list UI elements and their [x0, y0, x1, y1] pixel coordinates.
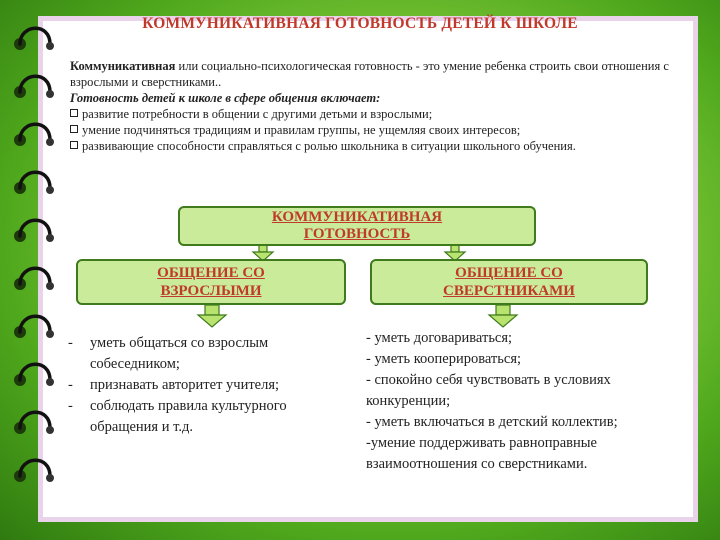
- list-item: умение подчиняться традициям и правилам группы, не ущемляя своих интересов;: [70, 122, 692, 138]
- peers-skills-list: [366, 328, 688, 475]
- includes-heading: Готовность детей к школе в сфере общения включает:: [70, 91, 381, 105]
- list-item: -умение поддерживать равноправные взаимоотношения со сверстниками.: [366, 435, 597, 472]
- list-item: - уметь включаться в детский коллектив;: [366, 414, 618, 430]
- list-item: - признавать авторитет учителя;: [68, 377, 280, 393]
- down-arrow-icon: [489, 305, 517, 327]
- list-item: - уметь общаться со взрослым собеседником;: [68, 335, 269, 372]
- main-concept-box: КОММУНИКАТИВНАЯ ГОТОВНОСТЬ: [178, 206, 536, 246]
- slide-title: КОММУНИКАТИВНАЯ ГОТОВНОСТЬ ДЕТЕЙ К ШКОЛЕ: [142, 15, 578, 32]
- list-item: развивающие способности справляться с ролью школьника в ситуации школьного обучения.: [70, 138, 692, 154]
- peers-box: ОБЩЕНИЕ СО СВЕРСТНИКАМИ: [370, 259, 648, 305]
- down-arrow-icon: [198, 305, 226, 327]
- list-item: - спокойно себя чувствовать в условиях конкуренции;: [366, 372, 611, 409]
- definition-term: Коммуникативная: [70, 59, 176, 73]
- definition-rest: или социально-психологическая готовность - это умение ребенка строить свои отношения с взрослыми и сверстниками..: [70, 59, 669, 89]
- list-item: - уметь договариваться;: [366, 330, 513, 346]
- list-item: развитие потребности в общении с другими детьми и взрослыми;: [70, 106, 692, 122]
- list-item: - уметь кооперироваться;: [366, 351, 522, 367]
- adults-box: ОБЩЕНИЕ СО ВЗРОСЛЫМИ: [76, 259, 346, 305]
- adults-skills-list: [68, 333, 330, 438]
- list-item: - соблюдать правила культурного обращения и т.д.: [68, 398, 287, 435]
